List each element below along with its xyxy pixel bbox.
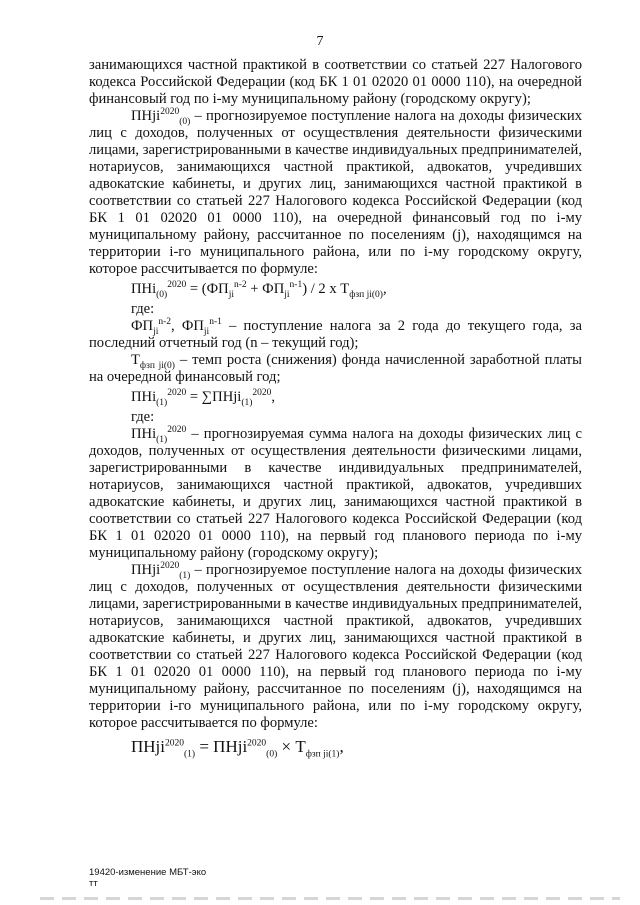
formula2-r-sup: 2020 — [252, 388, 272, 399]
formula-term2-sup: n-1 — [289, 280, 303, 291]
formula3-t-sub: фзп ji(1) — [305, 749, 340, 760]
where-label-2: где: — [131, 409, 155, 425]
formula3-eq: = ПНji — [195, 737, 248, 756]
formula2-lhs-sup: 2020 — [167, 388, 187, 399]
symbol-sub: (0) — [179, 116, 191, 127]
footer-initials: тт — [89, 878, 98, 889]
pnji1-symbol: ПНji — [131, 562, 161, 578]
paragraph-pnji0-definition — [89, 108, 582, 278]
fp-sup-2: n-1 — [209, 317, 222, 328]
footer — [89, 867, 206, 889]
formula-eq: = (ФП — [186, 281, 229, 297]
formula-term2-sub: ji — [284, 289, 290, 300]
pnji1-text: – прогнозируемое поступление налога на доходы физических лиц с доходов, полученных от осуществления деятельности физическими лицами, зарегистрированными в качестве индивидуальных предпринимателей, нотариусов, занимающихся частной практикой, адвокатов, учредивших адвокатские кабинеты, и других лиц, занимающихся частной практикой в соответствии со статьей 227 Налогового кодекса Российской Федерации (код БК 1 01 02020 01 0000 110), на первый год планового периода по i-му муниципальному району, рассчитанное по поселениям (j), находящимся на территории i-го муниципального района, или по i-му городскому округу, которое рассчитывается по формуле: — [89, 562, 582, 731]
paragraph-tfzp-definition — [89, 352, 582, 386]
formula2-eq: = ∑ПНji — [186, 389, 242, 405]
fp-sub-2: ji — [203, 326, 210, 337]
pnji1-sub: (1) — [179, 570, 191, 581]
formula3-end: , — [339, 737, 344, 756]
paragraph-pni1-definition — [89, 426, 582, 562]
formula2-end: , — [271, 389, 276, 405]
formula2-lhs: ПНi — [131, 389, 157, 405]
formula3-lhs-sup: 2020 — [165, 738, 184, 749]
pni1-text: – прогнозируемая сумма налога на доходы физических лиц с доходов, полученных от осуществления деятельности физическими лицами, зарегистрированными в качестве индивидуальных предпринимателей, нотариусов, занимающихся частной практикой, адвокатов, учредивших адвокатские кабинеты, и других лиц, занимающихся частной практикой в соответствии со статьей 227 Налогового кодекса Российской Федерации (код БК 1 01 02020 01 0000 110), на первый год планового периода по i-му муниципальному району (городскому округу); — [89, 426, 582, 561]
page-number: 7 — [316, 34, 324, 49]
formula3-lhs: ПНji — [131, 737, 165, 756]
formula-pni0 — [89, 278, 582, 301]
symbol-sup: 2020 — [160, 107, 180, 118]
formula-pni1 — [89, 386, 582, 409]
fp-symbol: ФП — [131, 318, 154, 334]
formula-term1-sub: ji — [228, 289, 234, 300]
formula3-times: × Т — [277, 737, 306, 756]
formula-tail: ) / 2 x Т — [302, 281, 350, 297]
formula-plus: + ФП — [246, 281, 285, 297]
paragraph-pnji1-definition — [89, 562, 582, 732]
formula3-r-sub: (0) — [266, 749, 278, 760]
formula-t-sub: фзп ji(0) — [349, 289, 383, 300]
footer-doc-id: 19420-изменение МБТ-эко — [89, 867, 207, 878]
fp-sub: ji — [153, 326, 159, 337]
scan-edge-artifact — [40, 897, 620, 900]
formula-lhs-sup: 2020 — [167, 280, 187, 291]
formula-lhs: ПНi — [131, 281, 157, 297]
document-body — [89, 57, 582, 762]
paragraph-continuation: занимающихся частной практикой в соответствии со статьей 227 Налогового кодекса Российской Федерации (код БК 1 01 02020 01 0000 110), на очередной финансовый год по i-му муниципальному району (городскому округу); — [89, 57, 582, 107]
formula-pnji1 — [89, 732, 582, 762]
formula3-r-sup: 2020 — [247, 738, 267, 749]
pnji1-sup: 2020 — [160, 561, 180, 572]
formula3-lhs-sub: (1) — [184, 749, 196, 760]
pni1-sub: (1) — [156, 434, 168, 445]
pni1-sup: 2020 — [167, 425, 187, 436]
pni1-symbol: ПНi — [131, 426, 157, 442]
formula-end: , — [382, 281, 387, 297]
symbol-pnji: ПНji — [131, 108, 161, 124]
formula2-r-sub: (1) — [241, 397, 253, 408]
definition-text: – прогнозируемое поступление налога на доходы физических лиц с доходов, полученных от осуществления деятельности физическими лицами, зарегистрированными в качестве индивидуальных предпринимателей, нотариусов, занимающихся частной практикой, адвокатов, учредивших адвокатские кабинеты, и других лиц, занимающихся частной практикой в соответствии со статьей 227 Налогового кодекса Российской Федерации (код БК 1 01 02020 01 0000 110), на очередной финансовый год по i-му муниципальному району, рассчитанное по поселениям (j), находящимся на территории i-го муниципального района, или по i-му городскому округу, которое рассчитывается по формуле: — [89, 108, 582, 277]
where-label-1: где: — [131, 301, 155, 317]
t-symbol: Т — [131, 352, 140, 368]
fp-text: – поступление налога за 2 года до текущего года, за последний отчетный год (n – текущий год); — [89, 318, 582, 351]
fp-sup: n-2 — [158, 317, 172, 328]
t-sub: фзп ji(0) — [139, 360, 175, 371]
t-text: – темп роста (снижения) фонда начисленной заработной платы на очередной финансовый год; — [89, 352, 582, 385]
formula-lhs-sub: (0) — [156, 289, 168, 300]
formula2-lhs-sub: (1) — [156, 397, 168, 408]
paragraph-fp-definition — [89, 318, 582, 352]
fp-symbol-2: , ФП — [171, 318, 204, 334]
formula-term1-sup: n-2 — [233, 280, 247, 291]
